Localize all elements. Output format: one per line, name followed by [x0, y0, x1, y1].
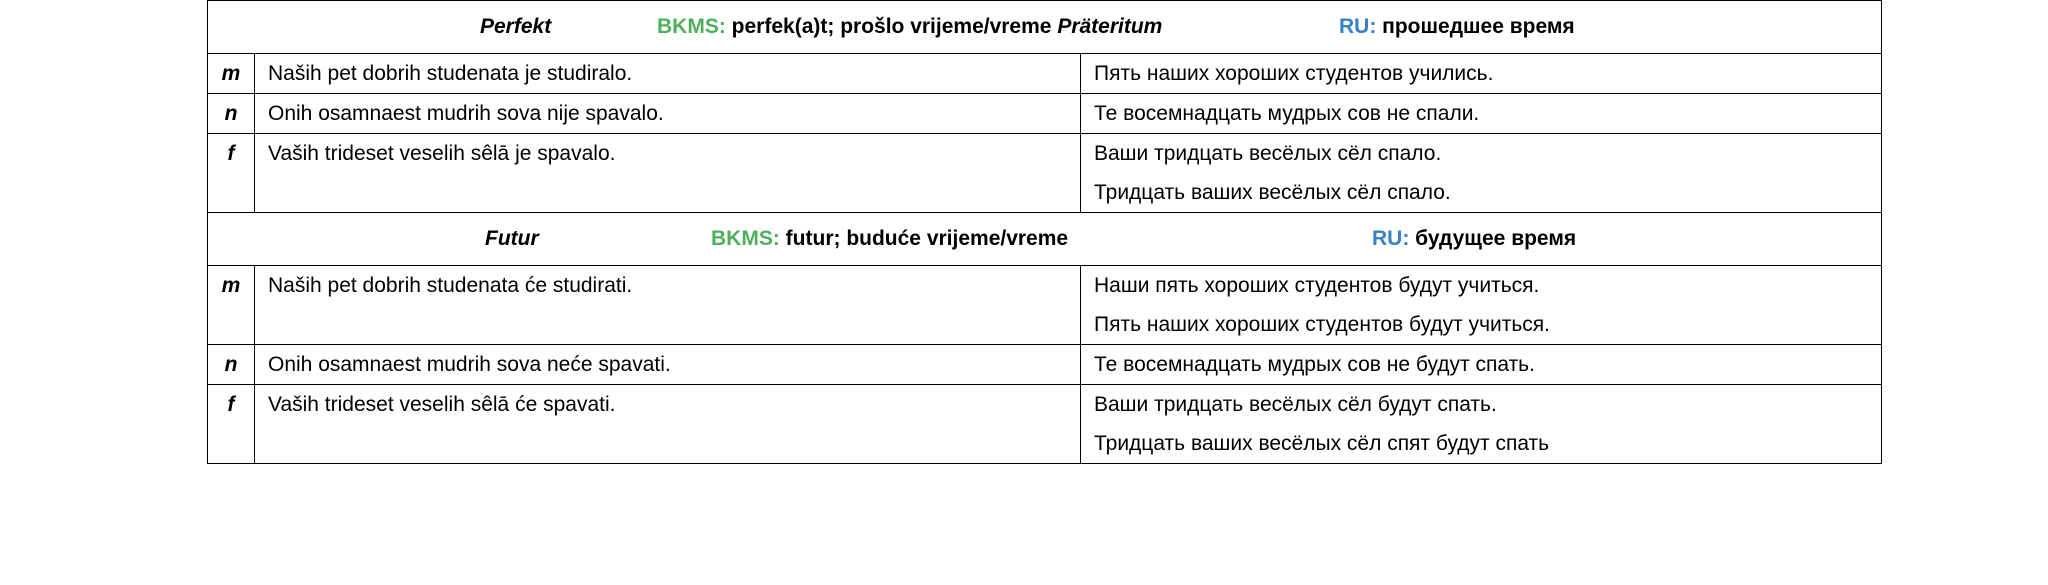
- bkms-extra-term: Präteritum: [1057, 15, 1163, 38]
- section-header-perfekt: [208, 1, 1882, 54]
- section-header-cell: [208, 213, 1882, 266]
- bkms-heading: [711, 213, 1068, 265]
- table-row: [208, 266, 1882, 345]
- tense-title: Perfekt: [480, 15, 552, 38]
- ru-label: RU:: [1372, 227, 1410, 250]
- gender-cell: m: [208, 266, 255, 345]
- table-row: [208, 54, 1882, 94]
- section-header-cell: [208, 1, 1882, 54]
- bkms-sentence: Onih osamnaest mudrih sova neće spavati.: [255, 345, 1081, 385]
- bkms-sentence: Vaših trideset veselih sêlā je spavalo.: [255, 134, 1081, 213]
- ru-translation: Наши пять хороших студентов будут учиться. Пять наших хороших студентов будут учиться.: [1081, 266, 1882, 345]
- bkms-heading: [657, 1, 1162, 53]
- table-row: [208, 94, 1882, 134]
- table-row: [208, 134, 1882, 213]
- gender-cell: f: [208, 134, 255, 213]
- bkms-term: perfek(a)t; prošlo vrijeme/vreme: [731, 15, 1052, 38]
- bkms-sentence: Naših pet dobrih studenata je studiralo.: [255, 54, 1081, 94]
- bkms-label: BKMS:: [657, 15, 726, 38]
- ru-label: RU:: [1339, 15, 1377, 38]
- ru-term: прошедшее время: [1382, 15, 1575, 38]
- bkms-sentence: Naših pet dobrih studenata će studirati.: [255, 266, 1081, 345]
- table-row: [208, 385, 1882, 464]
- gender-cell: m: [208, 54, 255, 94]
- gender-cell: n: [208, 94, 255, 134]
- gender-cell: n: [208, 345, 255, 385]
- gender-cell: f: [208, 385, 255, 464]
- grammar-table: [207, 0, 1882, 464]
- ru-translation: Пять наших хороших студентов учились.: [1081, 54, 1882, 94]
- section-header-futur: [208, 213, 1882, 266]
- tense-title: Futur: [485, 227, 539, 250]
- ru-translation: Ваши тридцать весёлых сёл спало. Тридцать ваших весёлых сёл спало.: [1081, 134, 1882, 213]
- bkms-sentence: Onih osamnaest mudrih sova nije spavalo.: [255, 94, 1081, 134]
- ru-heading: [1339, 1, 1575, 53]
- ru-term: будущее время: [1415, 227, 1577, 250]
- ru-translation: Те восемнадцать мудрых сов не будут спать.: [1081, 345, 1882, 385]
- bkms-sentence: Vaših trideset veselih sêlā će spavati.: [255, 385, 1081, 464]
- table-row: [208, 345, 1882, 385]
- bkms-term: futur; buduće vrijeme/vreme: [785, 227, 1069, 250]
- ru-translation: Те восемнадцать мудрых сов не спали.: [1081, 94, 1882, 134]
- ru-translation: Ваши тридцать весёлых сёл будут спать. Тридцать ваших весёлых сёл спят будут спать: [1081, 385, 1882, 464]
- ru-heading: [1372, 213, 1576, 265]
- bkms-label: BKMS:: [711, 227, 780, 250]
